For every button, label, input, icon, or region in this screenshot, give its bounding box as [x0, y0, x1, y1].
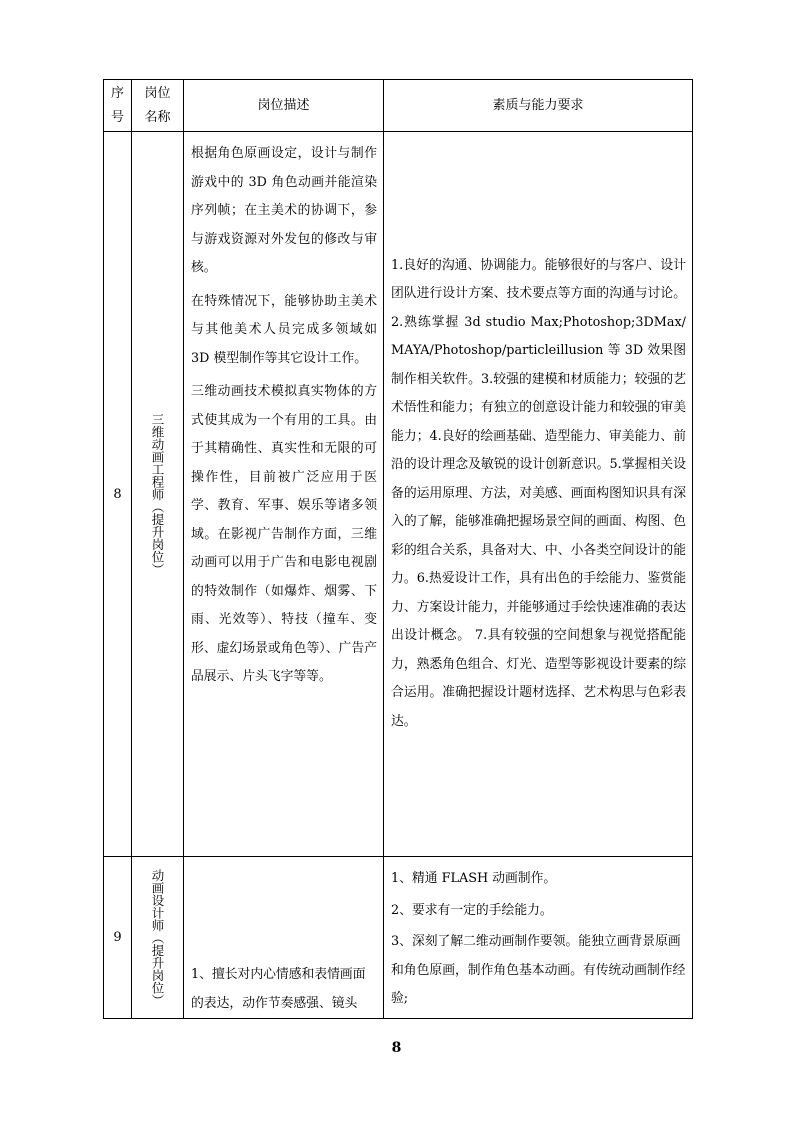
row-requirements: 1.良好的沟通、协调能力。能够很好的与客户、设计团队进行设计方案、技术要点等方面的沟通与讨论。 2.熟练掌握 3d studio Max;Photoshop;3DMax/MAYA/Photoshop/particleillusion 等 3D 效果图制作相关软件。3.较强的建模和材质能力；较强的艺术悟性和能力；有独立的创意设计能力和较强的审美能力；4.良好的绘画基础、造型能力、审美能力、前沿的设计理念及敏锐的设计创新意识。5.掌握相关设备的运用原理、方法，对美感、画面构图知识具有深入的了解，能够准确把握场景空间的画面、构图、色彩的组合关系，具备对大、中、小各类空间设计的能力。6.热爱设计工作，具有出色的手绘能力、鉴赏能力、方案设计能力，并能够通过手绘快速准确的表达出设计概念。 7.具有较强的空间想象与视觉搭配能力，熟悉角色组合、灯光、造型等影视设计要素的综合运用。准确把握设计题材选择、艺术构思与色彩表达。 — [384, 132, 693, 857]
description-paragraph: 三维动画技术模拟真实物体的方式使其成为一个有用的工具。由于其精确性、真实性和无限的可操作性，目前被广泛应用于医学、教育、军事、娱乐等诸多领域。在影视广告制作方面，三维动画可以用于广告和电影电视剧的特效制作（如爆炸、烟雾、下雨、光效等）、特技（撞车、变形、虚幻场景或角色等）、广告产品展示、片头飞字等等。 — [191, 384, 377, 684]
row-description — [184, 132, 384, 857]
row-job-name: 三维动画工程师（提升岗位） — [150, 412, 165, 576]
header-job-name: 岗位 名称 — [132, 80, 184, 132]
header-row — [104, 80, 693, 132]
requirement-item: 3、深刻了解二维动画制作要领。能独立画背景原画和角色原画，制作角色基本动画。有传统动画制作经验; — [391, 934, 686, 1006]
row-description: 1、擅长对内心情感和表情画面的表达，动作节奏感强、镜头 — [184, 857, 384, 1019]
row-seq: 9 — [104, 857, 132, 1019]
header-job-description: 岗位描述 — [184, 80, 384, 132]
row-requirements — [384, 857, 693, 1019]
row-job-name: 动画设计师（提升岗位） — [150, 868, 165, 1007]
job-table — [103, 79, 693, 1019]
page-number: 8 — [391, 1040, 402, 1056]
requirement-item: 2、要求有一定的手绘能力。 — [391, 902, 553, 918]
header-seq: 序 号 — [104, 80, 132, 132]
table-row — [104, 857, 693, 1019]
row-job-name-cell — [132, 857, 184, 1019]
description-paragraph: 根据角色原画设定，设计与制作游戏中的 3D 角色动画并能渲染序列帧；在主美术的协调下，参与游戏资源对外发包的修改与审核。 — [191, 146, 377, 275]
description-paragraph: 在特殊情况下，能够协助主美术与其他美术人员完成多领域如 3D 模型制作等其它设计工作。 — [191, 293, 377, 366]
table-row — [104, 132, 693, 857]
header-requirements: 素质与能力要求 — [384, 80, 693, 132]
requirement-item: 1、精通 FLASH 动画制作。 — [391, 871, 557, 886]
row-job-name-cell — [132, 132, 184, 857]
row-seq: 8 — [104, 132, 132, 857]
